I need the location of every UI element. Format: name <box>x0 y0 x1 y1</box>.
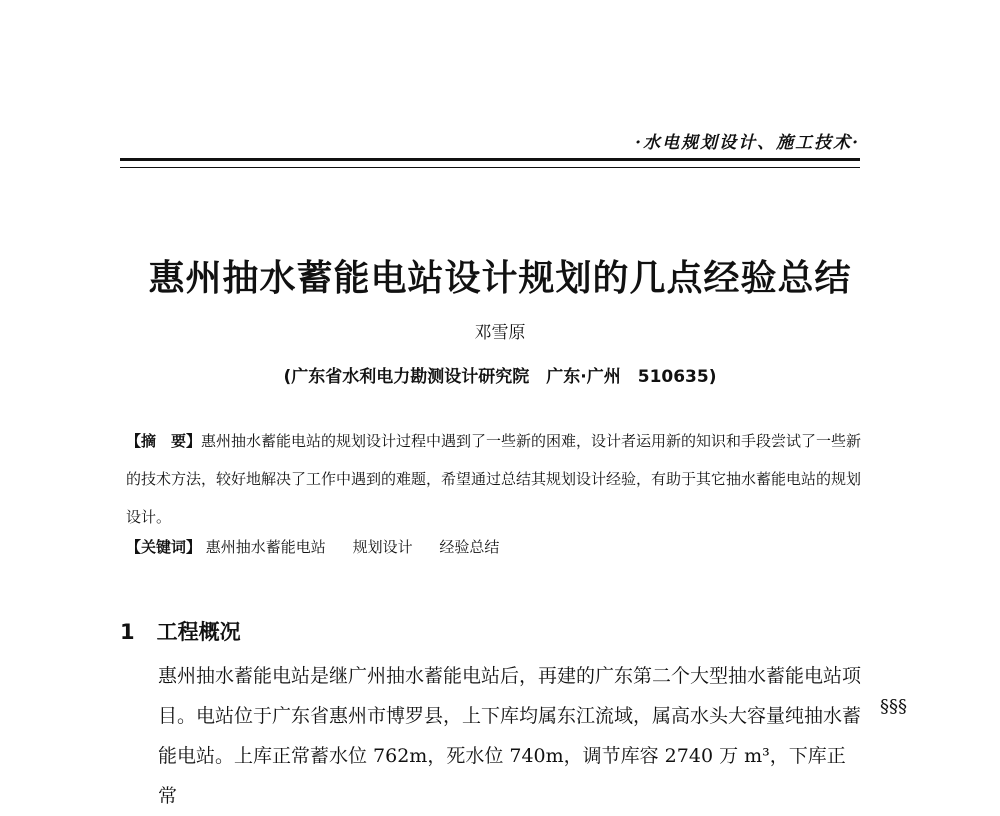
journal-section-title: ·水电规划设计、施工技术· <box>635 133 860 153</box>
abstract <box>126 422 866 536</box>
section-heading <box>120 616 241 646</box>
running-header <box>120 128 860 153</box>
abstract-label: 【摘 要】 <box>126 432 202 450</box>
article-title: 惠州抽水蓄能电站设计规划的几点经验总结 <box>148 258 852 299</box>
paragraph-text: 惠州抽水蓄能电站是继广州抽水蓄能电站后，再建的广东第二个大型抽水蓄能电站项目。电站位于广东省惠州市博罗县，上下库均属东江流域，属高水头大容量纯抽水蓄能电站。上库正常蓄水位 762m，死水位 740m，调节库容 2740 万 m³，下库正常 <box>158 665 862 807</box>
keywords-label: 【关键词】 <box>126 538 202 556</box>
author-affiliation: (广东省水利电力勘测设计研究院 广东·广州 510635) <box>283 367 717 387</box>
keyword-item: 惠州抽水蓄能电站 <box>205 538 326 556</box>
body-paragraph <box>120 656 864 816</box>
abstract-text: 惠州抽水蓄能电站的规划设计过程中遇到了一些新的困难，设计者运用新的知识和手段尝试了一些新的技术方法，较好地解决了工作中遇到的难题，希望通过总结其规划设计经验，有助于其它抽水蓄能电站的规划设计。 <box>126 432 862 526</box>
author-name: 邓雪原 <box>474 323 526 343</box>
section-number: 1 <box>120 620 135 644</box>
margin-binding-marks: §§§ <box>880 696 907 717</box>
keyword-item: 规划设计 <box>352 538 413 556</box>
header-rule <box>120 158 860 168</box>
keyword-item: 经验总结 <box>439 538 500 556</box>
section-title: 工程概况 <box>156 620 241 644</box>
keywords <box>126 536 866 557</box>
